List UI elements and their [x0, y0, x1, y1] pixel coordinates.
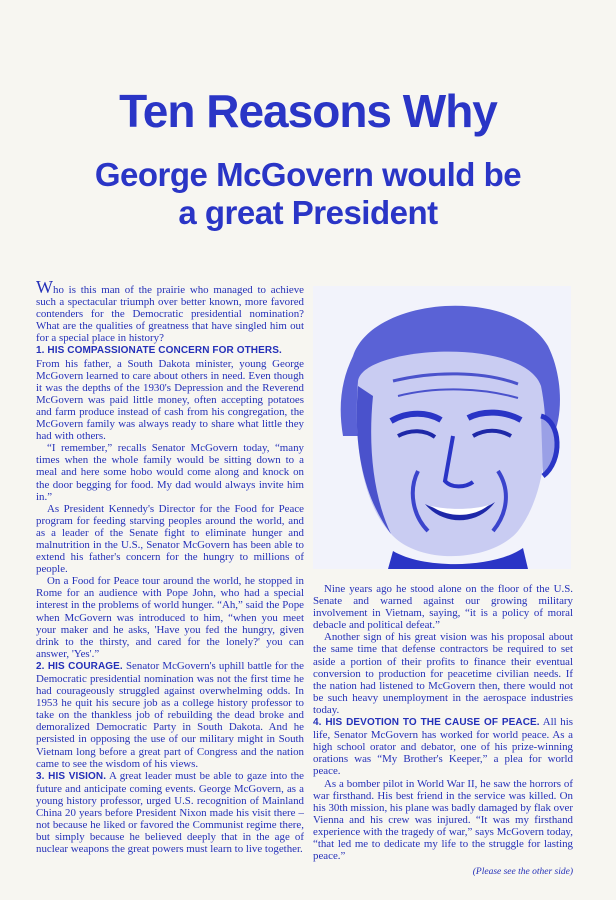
drop-cap: W [36, 277, 53, 297]
reason-4-paragraph [313, 716, 573, 777]
reason-2-paragraph [36, 660, 304, 770]
reason-3-text: A great leader must be able to gaze into the future and anticipate coming events. George McGovern, as a young history professor, urged U.S. recognition of Mainland China 20 years before President Nixon made his visit there – not because he liked or favored the Communist regime there, but simply because he believed deeply that in the age of nuclear weapons the great powers must learn to live together. [36, 769, 304, 856]
reason-1-paragraph-2: “I remember,” recalls Senator McGovern today, “many times when the whole family would be sitting down to a meal and here some hobo would come along and knock on the door begging for food. My dad would always invite him in.” [36, 442, 304, 503]
reason-3-continued-paragraph-2: Another sign of his great vision was his proposal about the same time that defense contractors be required to set aside a portion of their profits to finance their eventual conversion to production for peacetime civilian needs. If the nation had listened to McGovern then, there would not be such heavy unemployment in the aerospace industries today. [313, 631, 573, 716]
reason-4-heading: 4. HIS DEVOTION TO THE CAUSE OF PEACE. [313, 717, 540, 729]
reason-1-paragraph-1: From his father, a South Dakota minister, young George McGovern learned to care about others in need. Even though it was the depths of the 1930's Depression and the Reverend McGovern was paid little money, often accepting potatoes and farm produce instead of cash from his congregation, the McGovern family was always ready to share what little they had with others. [36, 357, 304, 443]
headline-subtitle-line-2: a great President [178, 194, 438, 231]
reason-3-continued-paragraph-1: Nine years ago he stood alone on the floor of the U.S. Senate and warned against our growing military involvement in Vietnam, saying, “it is a policy of moral debacle and political defeat.” [313, 583, 573, 632]
reason-1-paragraph-4: On a Food for Peace tour around the world, he stopped in Rome for an audience with Pope John, who had a special interest in the problems of world hunger. “Ah,” said the Pope when McGovern was introduced to him, “when you meet your maker and he asks, 'Have you fed the hungry, given drink to the thirsty, and cared for the lonely?' you can answer, 'Yes'.” [36, 575, 304, 660]
reason-2-text: Senator McGovern's uphill battle for the Democratic presidential nomination was not the first time he had courageously struggled against overwhelming odds. In 1953 he quit his secure job as a college history professor to take on the thankless job of rebuilding the dead broke and demoralized Democratic Party in South Dakota. And he persisted in opposing the use of our military might in South Vietnam long before a great part of Congress and the nation came to see the wisdom of his views. [36, 659, 304, 770]
reason-4-paragraph-2: As a bomber pilot in World War II, he saw the horrors of war firsthand. His best friend in the service was killed. On his 30th mission, his plane was badly damaged by flak over Vienna and his crew was injured. “It was my firsthand experience with the tragedy of war,” says McGovern today, “that led me to dedicate my life to the struggle for lasting peace.” [313, 777, 573, 863]
reason-1-heading-row [36, 344, 304, 357]
intro-text: ho is this man of the prairie who managed to achieve such a spectacular triumph over better known, more favored contenders for the Democratic presidential nomination? What are the qualities of greatness that have singled him out for a special place in history? [36, 284, 304, 345]
right-column [313, 583, 573, 878]
reason-1-heading: 1. HIS COMPASSIONATE CONCERN FOR OTHERS. [36, 345, 282, 357]
reason-2-heading: 2. HIS COURAGE. [36, 660, 123, 672]
headline-subtitle-line-1: George McGovern would be [94, 156, 522, 193]
mcgovern-portrait-photo [313, 286, 571, 569]
intro-paragraph [36, 277, 304, 345]
reason-3-heading: 3. HIS VISION. [36, 770, 107, 782]
headline-subtitle [0, 156, 616, 232]
headline-title: Ten Reasons Why [119, 85, 497, 137]
reason-3-paragraph [36, 770, 304, 856]
reason-1-paragraph-3: As President Kennedy's Director for the Food for Peace program for feeding starving peoples around the world, and as a leader of the Senate fight to eliminate hunger and malnutrition in the U.S., Senator McGovern has been able to extend his father's concern for the hungry to millions of people. [36, 502, 304, 576]
left-column [36, 277, 304, 856]
continued-note: (Please see the other side) [472, 867, 573, 878]
reason-4-text: All his life, Senator McGovern has worked for world peace. As a high school orator and debator, one of his prize-winning orations was “My Brother's Keeper,” a plea for world peace. [313, 716, 573, 778]
portrait-photo-icon [313, 286, 571, 569]
